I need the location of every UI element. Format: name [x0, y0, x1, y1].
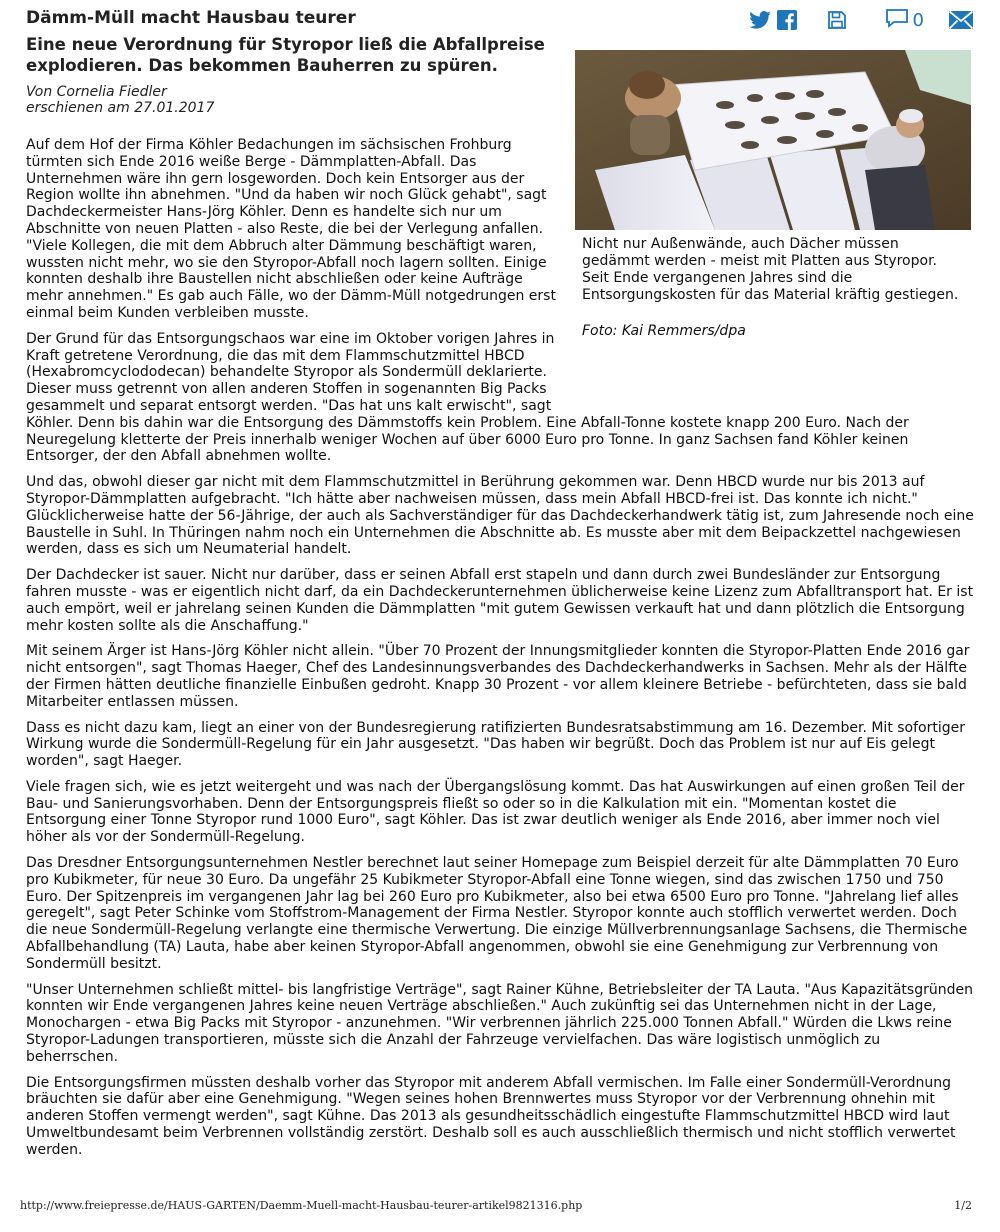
save-icon[interactable]	[827, 10, 847, 30]
paragraph: Der Dachdecker ist sauer. Nicht nur darüber, dass er seinen Abfall erst stapeln und dann durch zwei Bundesländer zur Entsorgung fahren musste - was er eigentlich nicht darf, da ein Dachdeckerunternehmen üblicherweise keine Lizenz zum Abfalltransport hat. Er ist auch empört, weil er jahrelang seinen Kunden die Dämmplatten "mit gutem Gewissen verkauft hat und dann plötzlich die Entsorgung mehr kosten sollte als die Anschaffung."	[26, 567, 974, 634]
paragraph: "Unser Unternehmen schließt mittel- bis langfristige Verträge", sagt Rainer Kühne, Betriebsleiter der TA Lauta. "Aus Kapazitätsgründen konnten wir Ende vergangenen Jahres keine neuen Verträge abschließen." Auch zukünftig sei das Unternehmen nicht in der Lage, Monochargen - etwa Big Packs mit Styropor - anzunehmen. "Wir verbrennen jährlich 225.000 Tonnen Abfall." Würden die Lkws reine Styropor-Ladungen transportieren, müsste sich die Anzahl der Fahrzeuge vervielfachen. Das wäre logistisch unmöglich zu beherrschen.	[26, 981, 973, 1065]
mail-icon[interactable]	[948, 10, 974, 30]
twitter-icon[interactable]	[749, 11, 771, 29]
comment-count: 0	[912, 9, 924, 31]
paragraph: Dass es nicht dazu kam, liegt an einer von der Bundesregierung ratifizierten Bundesratsabstimmung am 16. Dezember. Mit sofortiger Wirkung wurde die Sondermüll-Regelung für ein Jahr ausgesetzt. "Das haben wir begrüßt. Doch das Problem ist nur auf Eis gelegt worden", sagt Haeger.	[26, 719, 965, 770]
publish-date: erschienen am 27.01.2017	[26, 100, 215, 116]
paragraph: Und das, obwohl dieser gar nicht mit dem Flammschutzmittel in Berührung gekommen war. Denn HBCD wurde nur bis 2013 auf Styropor-Dämmplatten aufgebracht. "Ich hätte aber nachweisen müssen, dass mein Abfall HBCD-frei ist. Das konnte ich nicht." Glücklicherweise hatte der 56-Jährige, der auch als Sachverständiger für das Dachdeckerhandwerk tätig ist, zum Jahresende noch eine Baustelle in Suhl. In Thüringen nahm noch ein Unternehmen die Abschnitte ab. Es musste aber mit dem Beipackzettel nachgewiesen werden, dass es sich um Neumaterial handelt.	[26, 474, 974, 558]
article-photo	[575, 50, 971, 230]
article-header	[26, 6, 974, 36]
paragraph: Auf dem Hof der Firma Köhler Bedachungen im sächsischen Frohburg türmten sich Ende 2016 weiße Berge - Dämmplatten-Abfall. Das Unternehmen wäre ihn gern losgeworden. Doch kein Entsorger aus der Region wollte ihn abnehmen. "Und da haben wir noch Glück gehabt", sagt Dachdeckermeister Hans-Jörg Köhler. Denn es handelte sich nur um Abschnitte von neuen Platten - also Reste, die bei der Verlegung anfallen. "Viele Kollegen, die mit dem Abbruch alter Dämmung beschäftigt waren, wussten nicht mehr, wo sie den Styropor-Abfall noch lagern sollten. Einige konnten deshalb ihre Baustellen nicht abschließen oder keine Aufträge mehr annehmen." Es gab auch Fälle, wo der Dämm-Müll notgedrungen erst einmal beim Kunden verbleiben musste.	[26, 137, 556, 321]
paragraph: Viele fragen sich, wie es jetzt weitergeht und was nach der Übergangslösung kommt. Das hat Auswirkungen auf einen großen Teil der Bau- und Sanierungsvorhaben. Denn der Entsorgungspreis fließt so oder so in die Kalkulation mit ein. "Momentan kostet die Entsorgung einer Tonne Styropor rund 1000 Euro", sagt Köhler. Das ist zwar deutlich weniger als Ende 2016, aber immer noch viel höher als vor der Sondermüll-Regelung.	[26, 778, 965, 846]
comment-icon	[885, 8, 909, 32]
page-number: 1/2	[954, 1199, 972, 1212]
headline: Dämm-Müll macht Hausbau teurer	[26, 8, 356, 28]
facebook-icon[interactable]	[777, 10, 797, 30]
paragraph: Das Dresdner Entsorgungsunternehmen Nestler berechnet laut seiner Homepage zum Beispiel derzeit für alte Dämmplatten 70 Euro pro Kubikmeter, für neue 30 Euro. Da ungefähr 25 Kubikmeter Styropor-Abfall eine Tonne wiegen, sind das zwischen 1750 und 750 Euro. Der Spitzenpreis im vergangenen Jahr lag bei 260 Euro pro Kubikmeter, also bei etwa 6500 Euro pro Tonne. "Jahrelang lief alles geregelt", sagt Peter Schinke vom Stoffstrom-Management der Firma Nestler. Styropor konnte auch stofflich verwertet werden. Doch die neue Sondermüll-Regelung verlangte eine thermische Verwertung. Die einzige Müllverbrennungsanlage Sachsens, die Thermische Abfallbehandlung (TA) Lauta, habe aber keinen Styropor-Abfall angenommen, obwohl sie eine Genehmigung zur Verbrennung von Sondermüll besitzt.	[26, 855, 968, 972]
comment-button[interactable]	[885, 8, 924, 32]
byline	[26, 84, 214, 116]
share-toolbar	[749, 8, 974, 32]
author: Von Cornelia Fiedler	[26, 84, 167, 100]
paragraph: Mit seinem Ärger ist Hans-Jörg Köhler nicht allein. "Über 70 Prozent der Innungsmitglieder konnten die Styropor-Platten Ende 2016 gar nicht entsorgen", sagt Thomas Haeger, Chef des Landesinnungsverbandes des Dachdeckerhandwerks in Sachsen. Mehr als der Hälfte der Firmen hätten deutliche finanzielle Einbußen gedroht. Knapp 30 Prozent - vor allem kleinere Betriebe - befürchteten, dass sie bald Mitarbeiter entlassen müssen.	[26, 643, 970, 710]
subheadline: Eine neue Verordnung für Styropor ließ die Abfallpreise explodieren. Das bekommen Bauherren zu spüren.	[26, 35, 545, 75]
photo-caption: Nicht nur Außenwände, auch Dächer müssen gedämmt werden - meist mit Platten aus Styropor. Seit Ende vergangenen Jahres sind die Entsorgungskosten für das Material kräftig gestiegen.	[582, 236, 959, 303]
paragraph: Der Grund für das Entsorgungschaos war eine im Oktober vorigen Jahres in Kraft getretene Verordnung, die das mit dem Flammschutzmittel HBCD (Hexabromcyclododecan) behandelte Styropor als Sondermüll deklarierte. Dieser muss getrennt von allen anderen Stoffen in sogenannten Big Packs gesammelt und separat entsorgt werden. "Das hat uns kalt erwischt", sagt Köhler. Denn bis dahin war die Entsorgung des Dämmstoffs kein Problem. Eine Abfall-Tonne kostete knapp 200 Euro. Nach der Neuregelung kletterte der Preis innerhalb weniger Wochen auf über 6000 Euro pro Tonne. In ganz Sachsen fand Köhler keinen Entsorger, der den Abfall abnehmen wollte.	[26, 330, 909, 465]
page-url[interactable]: http://www.freiepresse.de/HAUS-GARTEN/Daemm-Muell-macht-Hausbau-teurer-artikel9821316.php	[20, 1199, 583, 1212]
photo-credit: Foto: Kai Remmers/dpa	[582, 323, 746, 339]
article-figure	[575, 50, 971, 339]
paragraph: Die Entsorgungsfirmen müssten deshalb vorher das Styropor mit anderem Abfall vermischen. Im Falle einer Sondermüll-Verordnung bräuchten sie dafür aber eine Genehmigung. "Wegen seines hohen Brennwertes muss Styropor vor der Verbrennung ohnehin mit anderen Stoffen vermengt werden", sagt Kühne. Das 2013 als gesundheitsschädlich eingestufte Flammschutzmittel HBCD wird laut Umweltbundesamt beim Verbrennen vollständig zerstört. Deshalb soll es auch ausschließlich thermisch und nicht stofflich verwertet werden.	[26, 1074, 956, 1158]
